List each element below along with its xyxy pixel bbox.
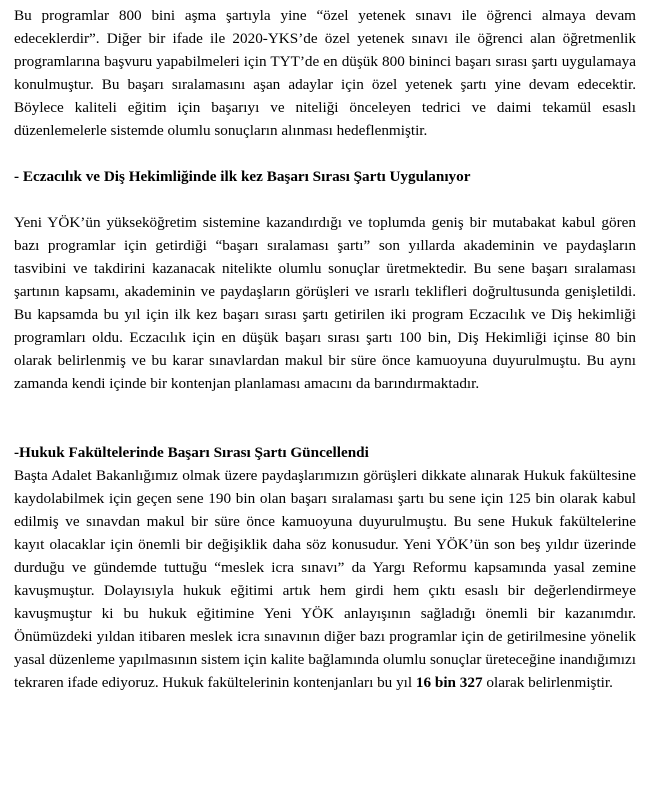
paragraph-pharmacy-dentistry: Yeni YÖK’ün yükseköğretim sistemine kazandırdığı ve toplumda geniş bir mutabakat kabul gören bazı programlar için getirdiği “başarı sıralaması şartı” son yıllarda akademinin ve paydaşların tasvibini ve takdirini kazanacak nitelikte olumlu sonuçlar üretmektedir. Bu sene başarı sıralaması şartının kapsamı, akademinin ve paydaşların görüşleri ve ısrarlı teklifleri doğrultusunda genişletildi. Bu kapsamda bu yıl için ilk kez başarı sırası şartı getirilen iki program Eczacılık ve Diş hekimliği programları oldu. Eczacılık için en düşük başarı sırası şartı 100 bin, Diş Hekimliği içinse 80 bin olarak belirlenmiş ve bu karar sınavlardan makul bir süre önce kamuoyuna duyurulmuştu. Bu aynı zamanda kendi içinde bir kontenjan planlaması amacını da barındırmaktadır. xyxy=(14,214,636,392)
paragraph-special-talent: Bu programlar 800 bini aşma şartıyla yine “özel yetenek sınavı ile öğrenci almaya devam edeceklerdir”. Diğer bir ifade ile 2020-YKS’de özel yetenek sınavı ile öğrenci alan öğretmenlik programlarına başvuru yapabilmeleri için TYT’de en düşük 800 bininci başarı sırası şartı uygulamaya konulmuştur. Bu başarı sıralamasını aşan adaylar için özel yetenek şartı yine devam edecektir. Böylece kaliteli eğitim için başarıyı ve niteliği önceleyen tedrici ve daimi tekamül esaslı düzenlemelerle sistemde olumlu sonuçların alınması hedeflenmiştir. xyxy=(14,7,636,139)
spacer xyxy=(14,395,636,441)
heading-law-faculties: -Hukuk Fakültelerinde Başarı Sırası Şartı Güncellendi xyxy=(14,444,369,461)
law-paragraph-ending: olarak belirlenmiştir. xyxy=(486,674,613,691)
document-page xyxy=(14,4,636,694)
spacer xyxy=(14,142,636,165)
law-quota-number: 16 bin 327 xyxy=(415,674,483,691)
spacer xyxy=(14,188,636,211)
law-paragraph-text: Başta Adalet Bakanlığımız olmak üzere paydaşlarımızın görüşleri dikkate alınarak Hukuk fakültesine kaydolabilmek için geçen sene 190 bin olan başarı sıralaması şartı bu sene için 125 bin olarak kabul edilmiş ve sınavdan makul bir süre önce kamuoyuna duyurulmuştu. Bu sene Hukuk fakültelerine kayıt olacaklar için önemli bir değişiklik daha söz konusudur. Yeni YÖK’ün son beş yıldır üzerinde durduğu ve gündemde tuttuğu “meslek icra sınavı” da Yargı Reformu kapsamında yasal zemine kavuşmuştur. Dolayısıyla hukuk eğitimi artık hem girdi hem çıktı esaslı bir değerlendirmeye kavuşmuştur ki bu hukuk eğitimine Yeni YÖK anlayışının sağladığı önemli bir kazanımdır. Önümüzdeki yıldan itibaren meslek icra sınavının diğer bazı programlar için de getirilmesine yönelik yasal düzenleme yapılmasının sistem için kalite bağlamında olumlu sonuçlar üreteceğine inandığımızı tekraren ifade ediyoruz. Hukuk fakültelerinin kontenjanları bu yıl xyxy=(14,467,636,691)
heading-pharmacy-dentistry: - Eczacılık ve Diş Hekimliğinde ilk kez Başarı Sırası Şartı Uygulanıyor xyxy=(14,168,471,185)
paragraph-law-faculties xyxy=(14,464,636,694)
